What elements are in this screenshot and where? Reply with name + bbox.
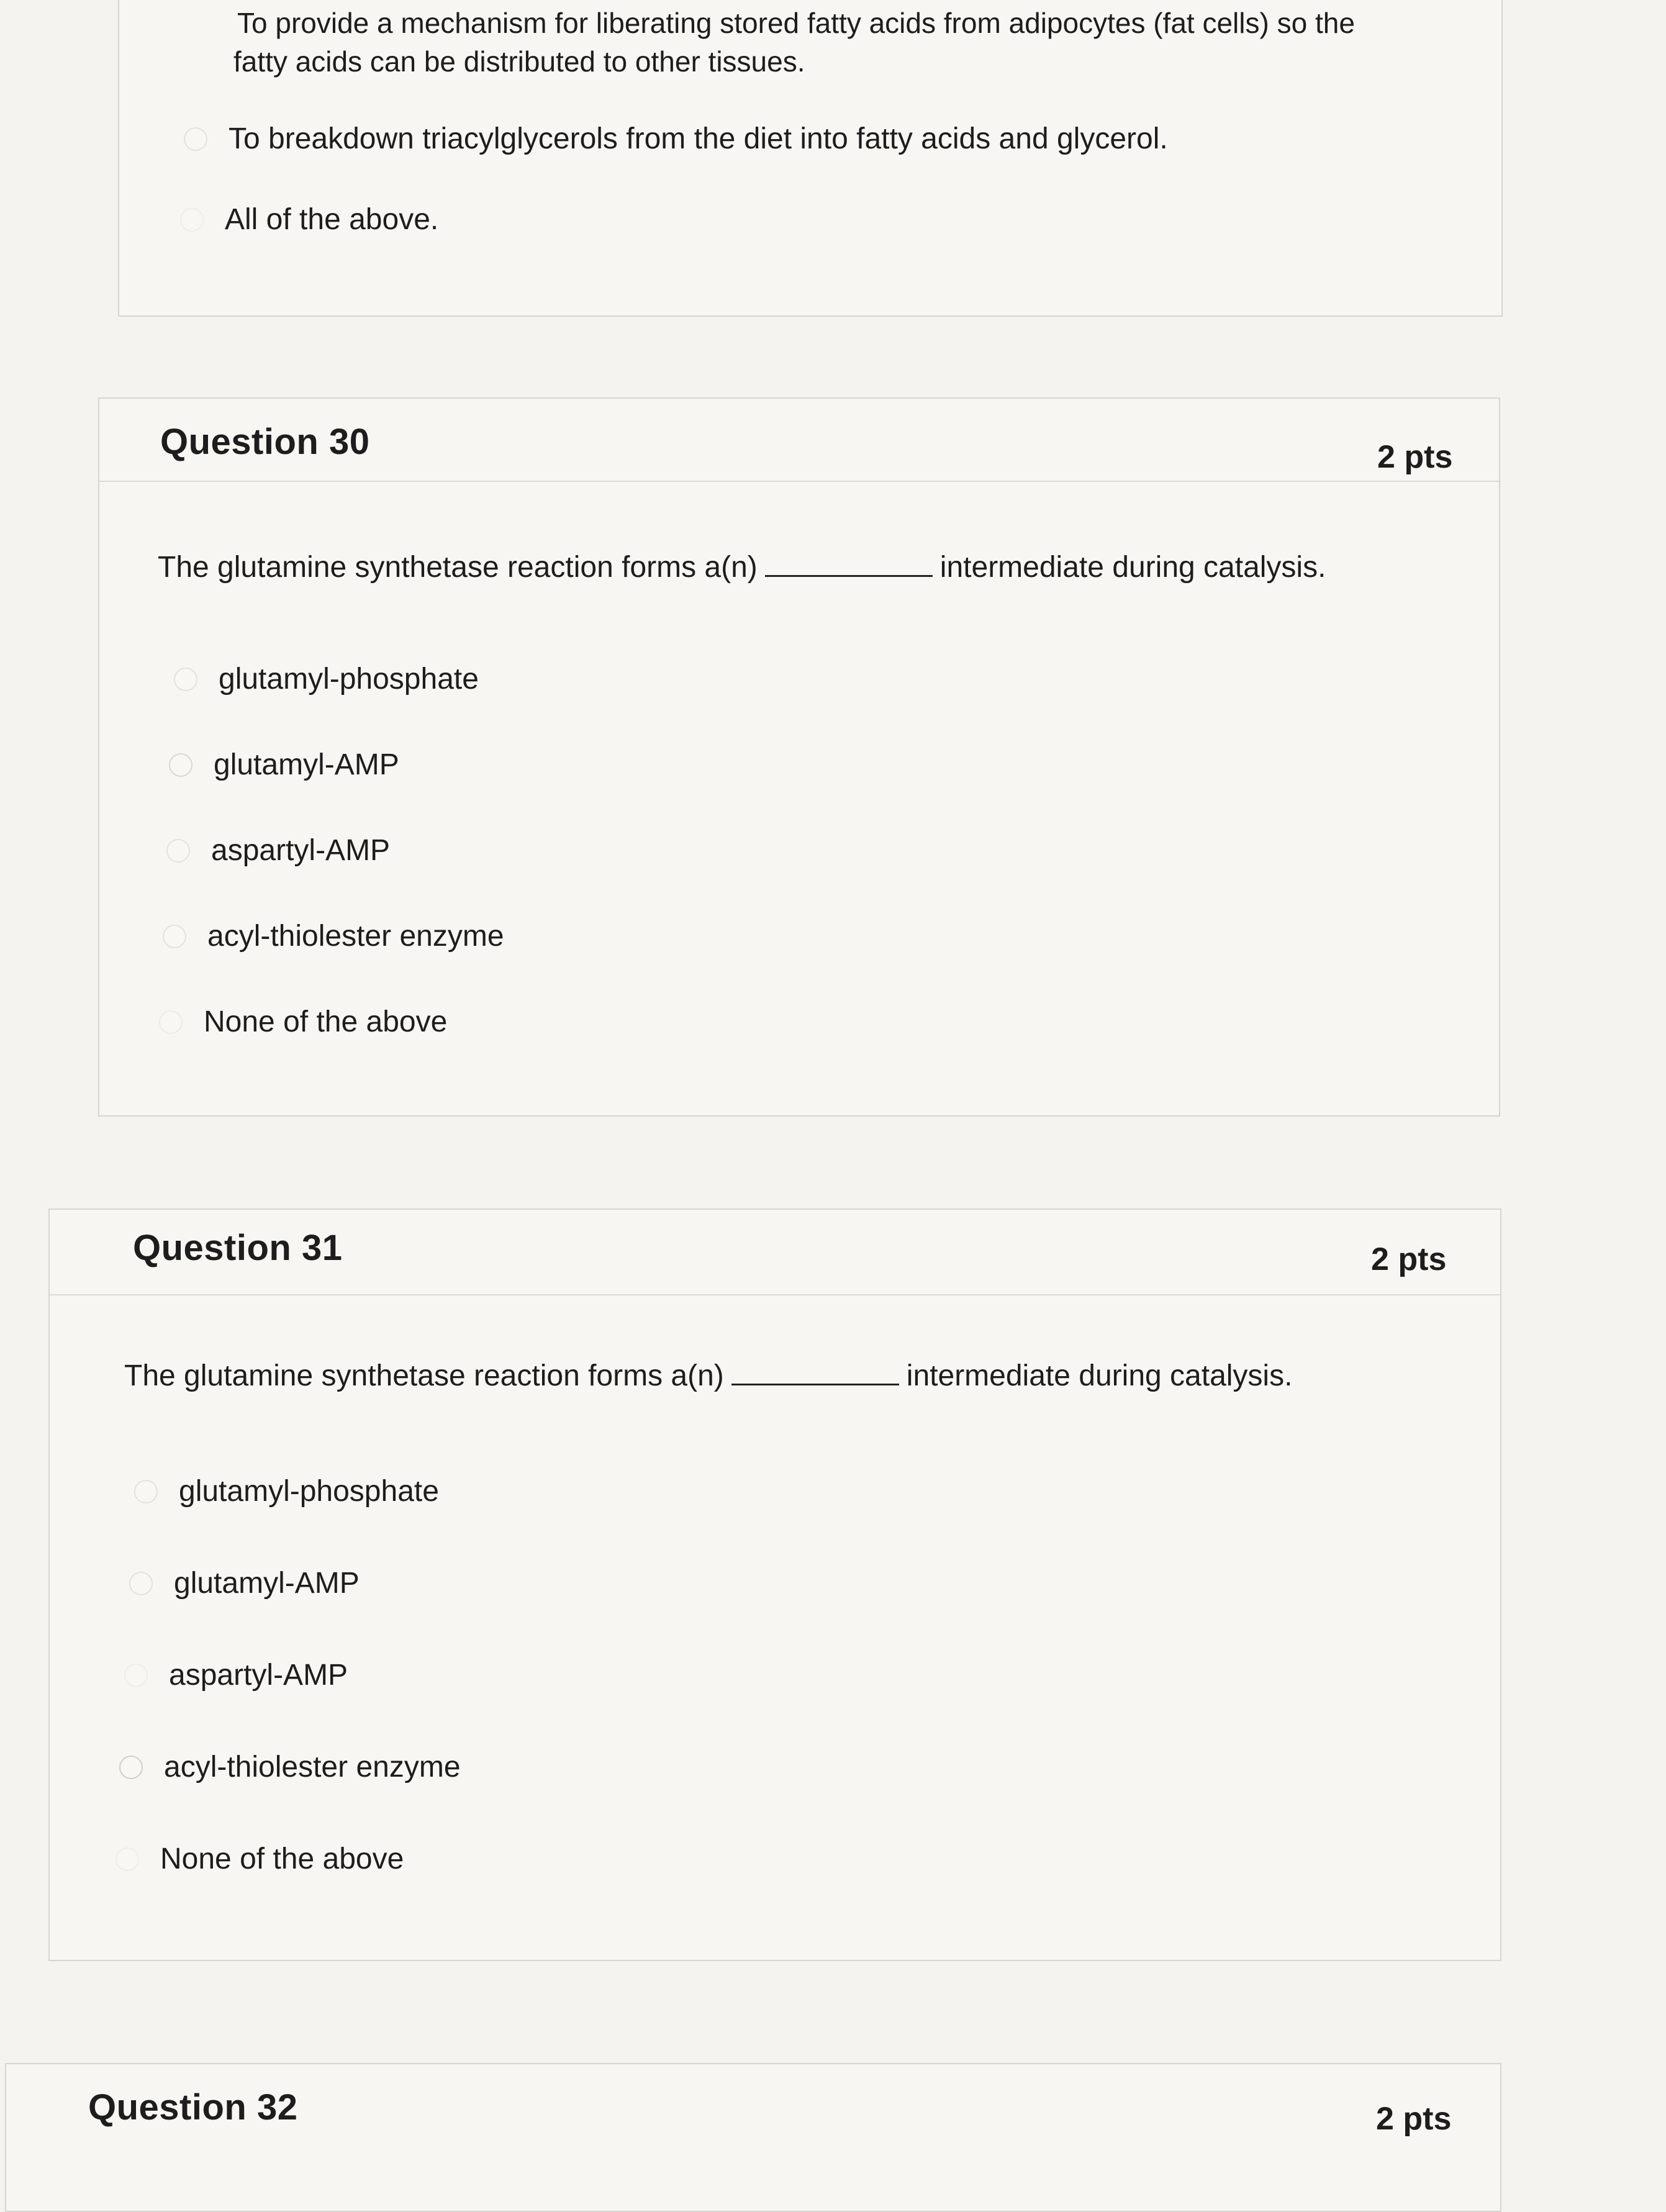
q31-option-acyl-thiolester[interactable] [119, 1750, 461, 1784]
question-32-title: Question 32 [88, 2087, 298, 2128]
option-label: glutamyl-AMP [214, 748, 399, 781]
q31-option-none[interactable] [115, 1842, 404, 1876]
q30-option-none[interactable] [159, 1005, 447, 1039]
radio-icon[interactable] [134, 1480, 158, 1503]
option-label: acyl-thiolester enzyme [207, 920, 504, 953]
question-32-points: 2 pts [1376, 2101, 1452, 2137]
option-label: glutamyl-AMP [174, 1567, 360, 1600]
radio-icon[interactable] [166, 839, 190, 863]
question-text-before: The glutamine synthetase reaction forms a(n) [124, 1359, 724, 1392]
prev-option-3[interactable] [180, 202, 438, 237]
question-32-card [5, 2063, 1501, 2212]
radio-icon[interactable] [180, 208, 204, 232]
option-label: None of the above [204, 1005, 448, 1038]
radio-icon[interactable] [159, 1010, 183, 1034]
q31-option-glutamyl-amp[interactable] [129, 1566, 360, 1600]
option-label: aspartyl-AMP [169, 1659, 348, 1692]
option-label: acyl-thiolester enzyme [164, 1751, 461, 1784]
question-31-title: Question 31 [133, 1228, 343, 1268]
option-label: glutamyl-phosphate [219, 663, 479, 696]
radio-icon[interactable] [129, 1572, 153, 1595]
radio-icon[interactable] [163, 925, 186, 948]
prev-option-1-line-1: To provide a mechanism for liberating stored fatty acids from adipocytes (fat cells) so the [237, 7, 1355, 39]
question-31-text [124, 1359, 1292, 1393]
option-label: None of the above [160, 1843, 404, 1875]
option-label: To breakdown triacylglycerols from the diet into fatty acids and glycerol. [229, 122, 1168, 155]
question-31-points: 2 pts [1371, 1241, 1447, 1277]
question-30-points: 2 pts [1377, 439, 1453, 475]
prev-option-2[interactable] [184, 122, 1168, 156]
q30-option-glutamyl-amp[interactable] [169, 748, 399, 782]
question-text-after: intermediate during catalysis. [939, 551, 1326, 584]
answer-blank [731, 1359, 899, 1385]
question-text-before: The glutamine synthetase reaction forms a(n) [158, 551, 758, 584]
prev-option-1-line-2: fatty acids can be distributed to other tissues. [233, 45, 805, 78]
radio-icon[interactable] [184, 127, 207, 151]
question-30-title: Question 30 [160, 422, 370, 462]
radio-icon[interactable] [124, 1664, 148, 1687]
q30-option-acyl-thiolester[interactable] [163, 919, 504, 953]
radio-icon[interactable] [119, 1756, 143, 1779]
radio-icon[interactable] [169, 753, 192, 777]
question-30-text [158, 550, 1326, 584]
question-text-after: intermediate during catalysis. [906, 1359, 1293, 1392]
option-label: aspartyl-AMP [211, 834, 391, 867]
radio-icon[interactable] [174, 668, 197, 691]
q31-option-aspartyl-amp[interactable] [124, 1658, 348, 1692]
answer-blank [765, 550, 933, 577]
option-label: glutamyl-phosphate [179, 1475, 439, 1508]
q30-option-glutamyl-phosphate[interactable] [174, 662, 479, 696]
q31-option-glutamyl-phosphate[interactable] [134, 1474, 439, 1508]
option-label: All of the above. [225, 203, 439, 236]
radio-icon[interactable] [115, 1847, 139, 1871]
q30-option-aspartyl-amp[interactable] [166, 833, 390, 868]
